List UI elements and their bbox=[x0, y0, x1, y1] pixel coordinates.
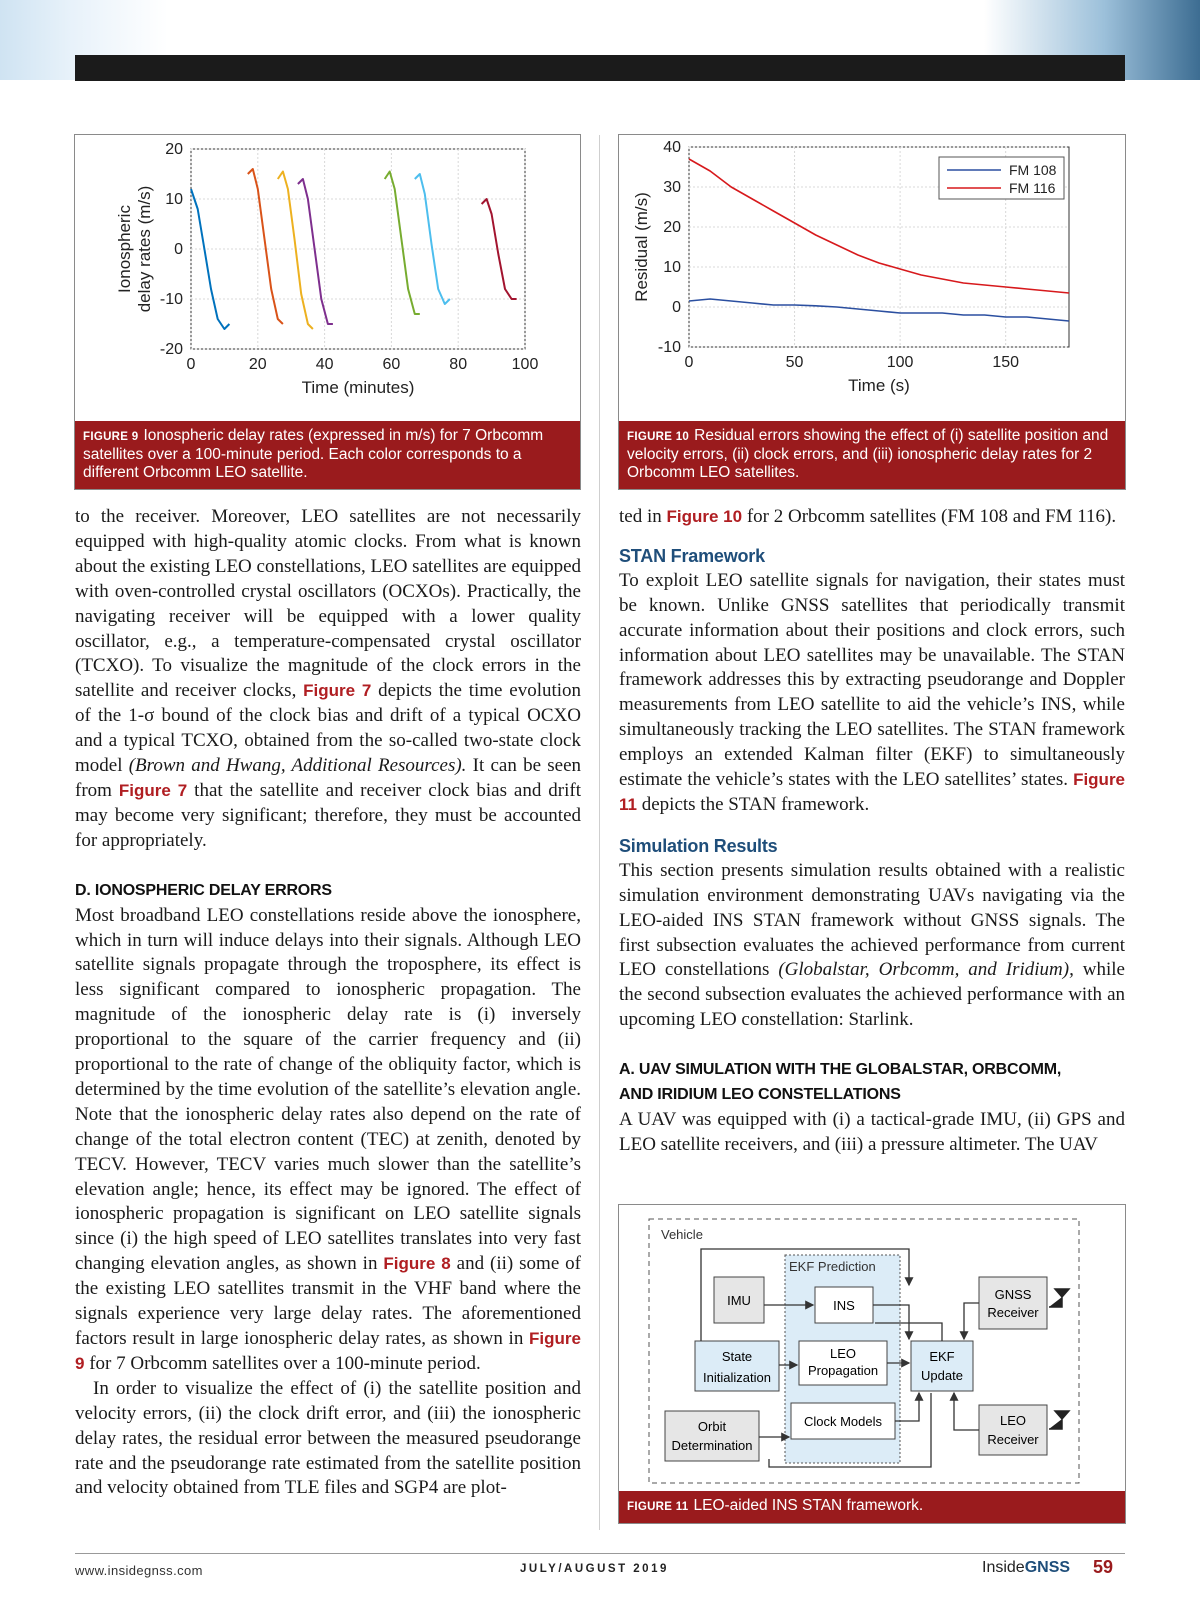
x-tick-label: 0 bbox=[186, 356, 196, 373]
clock-label: Clock Models bbox=[803, 1414, 883, 1429]
left-paragraph-1 bbox=[75, 505, 581, 854]
left-paragraph-2 bbox=[75, 904, 581, 1377]
state-label-2: Initialization bbox=[703, 1370, 771, 1385]
left-column bbox=[75, 505, 581, 1501]
text-span: and (ii) some of the existing LEO satellites transmit in the VHF band where the signals experience very large delay rates. The aforementioned factors result in large ionospheric delay rates, as shown in bbox=[75, 1253, 582, 1349]
figure-11-label: FIGURE 11 bbox=[627, 1501, 689, 1513]
text-span: Most broadband LEO constellations reside above the ionosphere, which in turn will induce delays into their signals. Although LEO satellite signals propagate through the troposphere, its effect is less significant compared to ionospheric propagation. The magnitude of the ionospheric delay rate is (i) inversely proportional to the square of the carrier frequency and (ii) proportional to the rate of change of the obliquity factor, which is determined by the time evolution of the satellite’s elevation angle. Note that the ionospheric delay rates also depend on the rate of change of the total electron content (TEC) at zenith, denoted by TECV. However, TECV varies much slower than the satellite’s elevation angle; hence, its effect may be ignored. The effect of ionospheric propagation is significant on LEO satellite signals since (i) the high speed of LEO satellites translates into very fast changing elevation angles, as shown in bbox=[75, 904, 581, 1275]
gnss-label-2: Receiver bbox=[987, 1305, 1039, 1320]
right-paragraph-4: A UAV was equipped with (i) a tactical-grade IMU, (ii) GPS and LEO satellite receivers, and (iii) a pressure altimeter. The UAV bbox=[619, 1108, 1125, 1155]
figure-10-link[interactable]: Figure 10 bbox=[666, 507, 743, 526]
gnss-antenna-icon bbox=[1049, 1289, 1069, 1307]
y-tick-label: 20 bbox=[165, 141, 183, 158]
figure-9-caption-text: Ionospheric delay rates (expressed in m/s) for 7 Orbcomm satellites over a 100-minute period. Each color corresponds to a different Orbcomm LEO satellite. bbox=[83, 427, 544, 481]
text-span: to the receiver. Moreover, LEO satellites are not necessarily equipped with high-quality atomic clocks. From what is known about the existing LEO constellations, LEO satellites are equipped with oven-controlled crystal oscillators (OCXOs). Practically, the navigating receiver will be equipped with a lower quality oscillator, e.g., a temperature-compensated crystal oscillator (TCXO). To visualize the magnitude of the clock errors in the satellite and receiver clocks, bbox=[75, 506, 582, 702]
x-axis-label: Time (minutes) bbox=[301, 378, 415, 397]
gnss-receiver-box bbox=[979, 1277, 1047, 1329]
text-span: depicts the time evolution of the 1-σ bound of the clock bias and drift of a typical OCXO and a typical TCXO, obtained from the so-called two-state clock model bbox=[75, 680, 582, 777]
left-paragraph-3: In order to visualize the effect of (i) the satellite position and velocity errors, (ii) the clock drift error, and (iii) the ionospheric delay rates, the residual error between the measured pseudorange rate and the pseudorange rate estimated from the satellite position and velocity obtained from TLE files and SGP4 are plot- bbox=[75, 1377, 581, 1499]
y-tick-label: -10 bbox=[657, 339, 681, 356]
state-label-1: State bbox=[721, 1349, 753, 1364]
text-span: that the satellite and receiver clock bias and drift may become very significant; therefore, they must be accounted for appropriately. bbox=[75, 779, 582, 851]
right-column bbox=[619, 505, 1125, 1158]
x-tick-label: 50 bbox=[785, 354, 804, 371]
orbit-label-2: Determination bbox=[671, 1438, 753, 1453]
legend-label-1: FM 108 bbox=[1009, 162, 1057, 178]
text-span: while the second subsection evaluates the achieved performance with an upcoming LEO constellation: Starlink. bbox=[619, 959, 1125, 1031]
y-tick-label: 30 bbox=[663, 179, 681, 196]
text-span: ted in bbox=[619, 506, 662, 527]
y-axis-label: Residual (m/s) bbox=[632, 192, 651, 302]
gnss-label-1: GNSS bbox=[994, 1287, 1032, 1302]
figure-10-caption bbox=[619, 421, 1125, 489]
figure-7-link[interactable]: Figure 7 bbox=[118, 780, 188, 800]
column-divider bbox=[599, 135, 600, 1530]
text-span: To exploit LEO satellite signals for navigation, their states must be known. Unlike GNSS satellites that periodically transmit accurate information about their positions and clock errors, such information about LEO satellites may be unavailable. The STAN framework addresses this by extracting pseudorange and Doppler measurements from LEO satellite to aid the vehicle’s INS, while simultaneously tracking the LEO satellites. The STAN framework employs an extended Kalman filter (EKF) to simultaneously estimate the vehicle’s states with the LEO satellites’ states. bbox=[619, 569, 1125, 791]
leo-rx-label-2: Receiver bbox=[987, 1432, 1039, 1447]
imu-label: IMU bbox=[727, 1293, 751, 1308]
header-bar bbox=[75, 55, 1125, 81]
figure-8-link[interactable]: Figure 8 bbox=[383, 1254, 451, 1274]
x-tick-label: 150 bbox=[992, 354, 1020, 371]
leo-prop-label-2: Propagation bbox=[807, 1363, 879, 1378]
y-tick-label: 0 bbox=[672, 299, 681, 316]
figure-9-link[interactable]: Figure 9 bbox=[75, 1329, 581, 1373]
heading-line-2: AND IRIDIUM LEO CONSTELLATIONS bbox=[619, 1086, 901, 1104]
citation: (Globalstar, Orbcomm, and Iridium), bbox=[778, 959, 1074, 981]
text-span: for 2 Orbcomm satellites (FM 108 and FM 116). bbox=[746, 506, 1117, 527]
x-tick-label: 100 bbox=[511, 356, 539, 373]
y-axis-label-line-2: delay rates (m/s) bbox=[135, 185, 154, 313]
y-tick-label: 10 bbox=[663, 259, 681, 276]
y-tick-label: -20 bbox=[159, 341, 183, 358]
right-paragraph-3 bbox=[619, 859, 1125, 1033]
page-number: 59 bbox=[1093, 1557, 1114, 1577]
y-axis-label-line-1: Ionospheric bbox=[115, 205, 134, 293]
text-span: for 7 Orbcomm satellites over a 100-minute period. bbox=[89, 1352, 481, 1374]
stan-framework-diagram bbox=[619, 1205, 1125, 1490]
figure-9-chart bbox=[75, 135, 580, 435]
y-tick-label: 10 bbox=[165, 191, 183, 208]
figure-9-caption bbox=[75, 421, 580, 489]
y-axis-label bbox=[115, 186, 154, 313]
ekf-prediction-label: EKF Prediction bbox=[789, 1259, 876, 1274]
orbit-label-1: Orbit bbox=[697, 1419, 727, 1434]
citation: (Brown and Hwang, Additional Resources). bbox=[128, 755, 467, 777]
figure-10 bbox=[618, 134, 1126, 490]
footer-website[interactable]: www.insidegnss.com bbox=[75, 1563, 203, 1578]
x-tick-label: 100 bbox=[886, 354, 914, 371]
y-tick-label: 40 bbox=[663, 139, 681, 156]
plot-area bbox=[191, 149, 525, 349]
figure-11 bbox=[618, 1204, 1126, 1524]
figure-11-caption-text: LEO-aided INS STAN framework. bbox=[693, 1497, 924, 1514]
y-tick-label: 20 bbox=[663, 219, 681, 236]
y-tick-label: -10 bbox=[159, 291, 183, 308]
brand-gnss: GNSS bbox=[1024, 1559, 1071, 1576]
footer-brand bbox=[982, 1559, 1070, 1577]
leo-rx-label-1: LEO bbox=[999, 1413, 1027, 1428]
ekf-label-2: Update bbox=[921, 1368, 963, 1383]
right-paragraph-2 bbox=[619, 569, 1125, 818]
figure-10-caption-text: Residual errors showing the effect of (i) satellite position and velocity errors, (ii) clock errors, and (iii) ionospheric delay rates for 2 Orbcomm LEO satellites. bbox=[627, 427, 1109, 481]
figure-9 bbox=[74, 134, 581, 490]
y-tick-label: 0 bbox=[174, 241, 183, 258]
x-tick-label: 0 bbox=[684, 354, 694, 371]
x-tick-label: 80 bbox=[449, 356, 468, 373]
section-heading-simulation: Simulation Results bbox=[619, 835, 778, 856]
figure-11-caption bbox=[619, 1491, 1125, 1523]
figure-7-link[interactable]: Figure 7 bbox=[303, 681, 372, 701]
legend-label-2: FM 116 bbox=[1009, 180, 1056, 196]
x-axis-label: Time (s) bbox=[848, 376, 910, 395]
footer-rule bbox=[75, 1553, 1125, 1554]
x-tick-label: 20 bbox=[248, 356, 267, 373]
footer-issue: JULY/AUGUST 2019 bbox=[520, 1563, 669, 1575]
section-heading-ionospheric: D. IONOSPHERIC DELAY ERRORS bbox=[75, 881, 332, 899]
section-heading-uav-simulation bbox=[619, 1058, 1125, 1108]
figure-10-chart bbox=[619, 135, 1125, 435]
text-span: depicts the STAN framework. bbox=[641, 793, 870, 815]
vehicle-label: Vehicle bbox=[661, 1227, 703, 1242]
figure-11-link[interactable]: Figure 11 bbox=[619, 770, 1126, 814]
x-tick-label: 60 bbox=[382, 356, 401, 373]
x-tick-label: 40 bbox=[315, 356, 334, 373]
text-span: It can be seen from bbox=[75, 755, 582, 801]
heading-line-1: A. UAV SIMULATION WITH THE GLOBALSTAR, ORBCOMM, bbox=[619, 1061, 1062, 1079]
ins-label: INS bbox=[833, 1298, 855, 1313]
leo-prop-label-1: LEO bbox=[829, 1346, 857, 1361]
ekf-label-1: EKF bbox=[929, 1349, 955, 1364]
figure-10-label: FIGURE 10 bbox=[627, 431, 690, 443]
right-paragraph-1 bbox=[619, 505, 1125, 530]
figure-9-label: FIGURE 9 bbox=[83, 431, 139, 443]
brand-inside: Inside bbox=[982, 1559, 1025, 1576]
section-heading-stan: STAN Framework bbox=[619, 545, 765, 566]
leo-antenna-icon bbox=[1049, 1411, 1069, 1429]
text-span: This section presents simulation results obtained with a realistic simulation environment demonstrating UAVs navigating via the LEO-aided INS STAN framework without GNSS signals. The first subsection evaluates the achieved performance from current LEO constellations bbox=[619, 859, 1125, 981]
